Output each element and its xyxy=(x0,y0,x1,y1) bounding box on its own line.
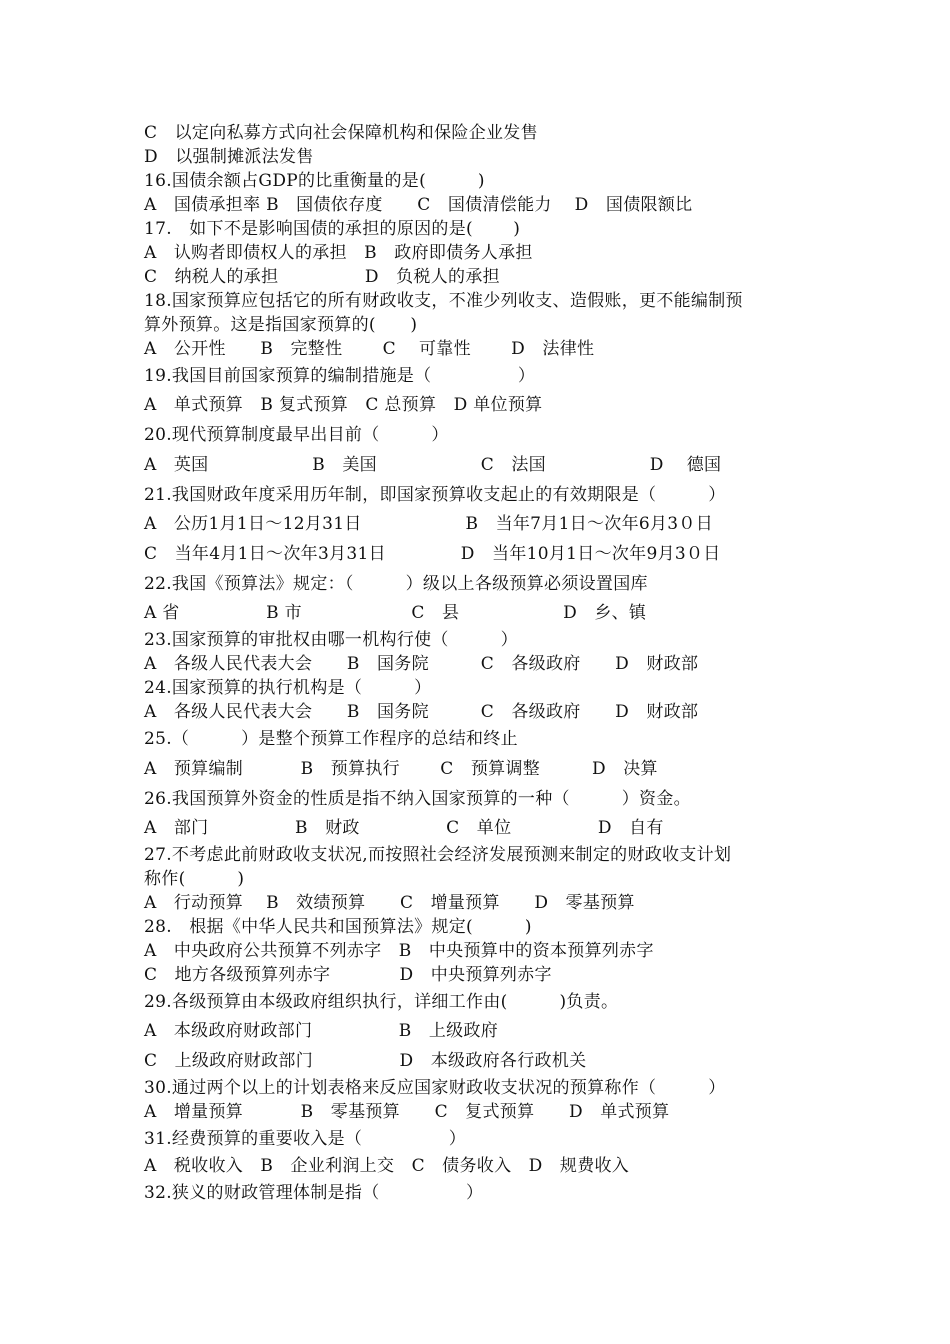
question-23: 23.国家预算的审批权由哪一机构行使（ ） xyxy=(144,630,518,650)
text-line: 算外预算。这是指国家预算的( ) xyxy=(144,315,418,335)
text-line: A 英国 B 美国 C 法国 D 德国 xyxy=(144,455,722,475)
question-25: 25.（ ）是整个预算工作程序的总结和终止 xyxy=(144,729,518,749)
text-line: A 部门 B 财政 C 单位 D 自有 xyxy=(144,818,664,838)
text-line: A 公开性 B 完整性 C 可靠性 D 法律性 xyxy=(144,339,595,359)
text-line: A 单式预算 B 复式预算 C 总预算 D 单位预算 xyxy=(144,395,543,415)
text-line: C 以定向私募方式向社会保障机构和保险企业发售 xyxy=(144,123,538,143)
text-line: C 地方各级预算列赤字 D 中央预算列赤字 xyxy=(144,965,552,985)
text-line: D 以强制摊派法发售 xyxy=(144,147,314,167)
question-24: 24.国家预算的执行机构是（ ） xyxy=(144,678,432,698)
text-line: A 行动预算 B 效绩预算 C 增量预算 D 零基预算 xyxy=(144,893,635,913)
question-21: 21.我国财政年度采用历年制，即国家预算收支起止的有效期限是（ ） xyxy=(144,485,726,505)
question-27: 27.不考虑此前财政收支状况,而按照社会经济发展预测来制定的财政收支计划 xyxy=(144,845,732,865)
question-26: 26.我国预算外资金的性质是指不纳入国家预算的一种（ ）资金。 xyxy=(144,789,691,809)
text-line: A 认购者即债权人的承担 B 政府即债务人承担 xyxy=(144,243,533,263)
text-line: A 增量预算 B 零基预算 C 复式预算 D 单式预算 xyxy=(144,1102,670,1122)
question-29: 29.各级预算由本级政府组织执行，详细工作由( )负责。 xyxy=(144,992,619,1012)
question-16: 16.国债余额占GDP的比重衡量的是( ) xyxy=(144,171,485,191)
text-line: A 税收收入 B 企业利润上交 C 债务收入 D 规费收入 xyxy=(144,1156,630,1176)
text-line: A 省 B 市 C 县 D 乡、镇 xyxy=(144,603,647,623)
question-28: 28. 根据《中华人民共和国预算法》规定( ) xyxy=(144,917,532,937)
text-line: C 纳税人的承担 D 负税人的承担 xyxy=(144,267,500,287)
question-18: 18.国家预算应包括它的所有财政收支，不准少列收支、造假账，更不能编制预 xyxy=(144,291,743,311)
question-31: 31.经费预算的重要收入是（ ） xyxy=(144,1129,467,1149)
text-line: A 国债承担率 B 国债依存度 C 国债清偿能力 D 国债限额比 xyxy=(144,195,693,215)
text-line: 称作( ) xyxy=(144,869,245,889)
question-30: 30.通过两个以上的计划表格来反应国家财政收支状况的预算称作（ ） xyxy=(144,1078,726,1098)
text-line: A 公历1月1日～12月31日 B 当年7月1日～次年6月3０日 xyxy=(144,514,714,534)
text-line: A 中央政府公共预算不列赤字 B 中央预算中的资本预算列赤字 xyxy=(144,941,654,961)
text-line: C 当年4月1日～次年3月31日 D 当年10月1日～次年9月3０日 xyxy=(144,544,721,564)
question-22: 22.我国《预算法》规定：（ ）级以上各级预算必须设置国库 xyxy=(144,574,648,594)
question-20: 20.现代预算制度最早出目前（ ） xyxy=(144,425,449,445)
text-line: C 上级政府财政部门 D 本级政府各行政机关 xyxy=(144,1051,587,1071)
text-line: A 本级政府财政部门 B 上级政府 xyxy=(144,1021,499,1041)
question-17: 17. 如下不是影响国债的承担的原因的是( ) xyxy=(144,219,521,239)
question-19: 19.我国目前国家预算的编制措施是（ ） xyxy=(144,366,536,386)
text-line: A 预算编制 B 预算执行 C 预算调整 D 决算 xyxy=(144,759,658,779)
text-line: A 各级人民代表大会 B 国务院 C 各级政府 D 财政部 xyxy=(144,702,699,722)
question-32: 32.狭义的财政管理体制是指（ ） xyxy=(144,1183,484,1203)
text-line: A 各级人民代表大会 B 国务院 C 各级政府 D 财政部 xyxy=(144,654,699,674)
